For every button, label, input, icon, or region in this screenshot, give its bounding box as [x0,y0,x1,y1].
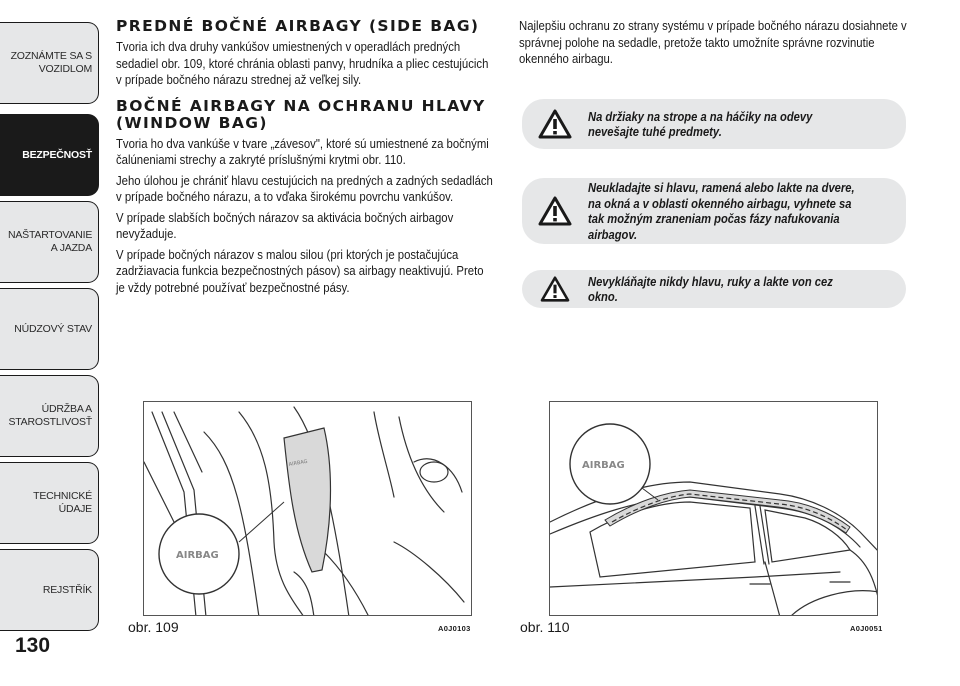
figure-109 [143,401,472,616]
tab-bezpecnost[interactable]: BEZPEČNOSŤ [0,114,99,196]
tab-technicke-udaje[interactable]: TECHNICKÉ ÚDAJE [0,462,99,544]
page-number: 130 [15,634,51,657]
warning-triangle-icon [522,276,588,302]
paragraph-window-bag-4: V prípade bočných nárazov s malou silou (pri ktorých je postačujúca zadržiavacia funkcia bezpečnostných pásov) sa airbagy neaktivujú. Preto je vždy potrebné používať bezpečnostné pásy. [116,246,484,295]
right-column [519,18,909,68]
figure-109-caption: obr. 109 [128,619,179,635]
figure-110-code: A0J0051 [850,624,883,633]
warning-box-3 [522,270,906,308]
tab-rejstrik[interactable]: REJSTŘÍK [0,549,99,631]
tab-nudzovy-stav[interactable]: NÚDZOVÝ STAV [0,288,99,370]
airbag-label: AIRBAG [176,550,219,561]
tab-nastartovanie[interactable]: NAŠTARTOVANIE A JAZDA [0,201,99,283]
paragraph-window-bag-3: V prípade slabších bočných nárazov sa aktivácia bočných airbagov nevyžaduje. [116,209,454,241]
paragraph-side-bag: Tvoria ich dva druhy vankúšov umiestnených v operadlách predných sedadiel obr. 109, ktoré chránia oblasti panvy, hrudníka a pliec cestujúcich v prípade bočného nárazu strednej až veľkej sily. [116,39,489,87]
seat-airbag-illustration [144,402,472,616]
warning-box-1 [522,99,906,149]
svg-text:AIRBAG: AIRBAG [288,458,309,468]
warning-triangle-icon [522,196,588,226]
figure-109-code: A0J0103 [438,624,471,633]
warning-triangle-icon [522,109,588,139]
left-column [116,18,494,296]
window-airbag-illustration [550,402,878,616]
paragraph-best-protection: Najlepšiu ochranu zo strany systému v prípade bočného nárazu dosiahnete v správnej polohe na sedadle, pretože takto umožníte správne rozvinutie okenného airbagu. [519,18,907,66]
warning-box-2 [522,178,906,244]
paragraph-window-bag-2: Jeho úlohou je chrániť hlavu cestujúcich na predných a zadných sedadlách v prípade bočného nárazu, a to vďaka širokému povrchu vankúšov. [116,172,493,204]
paragraph-window-bag-1: Tvoria ho dva vankúše v tvare „závesov", ktoré sú umiestnené za bočnými čalúneniami strechy a zakryté príslušnými krytmi obr. 110. [116,135,489,167]
warning-text-2: Neukladajte si hlavu, ramená alebo lakte na dvere, na okná a v oblasti okenného airbagu, vyhnete sa tak možným zraneniam počas fázy nafukovania airbagov. [588,180,855,242]
tab-udrzba[interactable]: ÚDRŽBA A STAROSTLIVOSŤ [0,375,99,457]
heading-window-bag: BOČNÉ AIRBAGY NA OCHRANU HLAVY (WINDOW BAG) [116,96,486,132]
airbag-label: AIRBAG [582,460,625,471]
heading-side-bag: PREDNÉ BOČNÉ AIRBAGY (SIDE BAG) [116,17,480,35]
warning-text-3: Nevykláňajte nikdy hlavu, ruky a lakte von cez okno. [588,273,833,304]
figure-110 [549,401,878,616]
figure-110-caption: obr. 110 [520,619,570,635]
warning-text-1: Na držiaky na strope a na háčiky na odevy nevešajte tuhé predmety. [588,108,813,139]
tab-zoznamte-sa[interactable]: ZOZNÁMTE SA S VOZIDLOM [0,22,99,104]
